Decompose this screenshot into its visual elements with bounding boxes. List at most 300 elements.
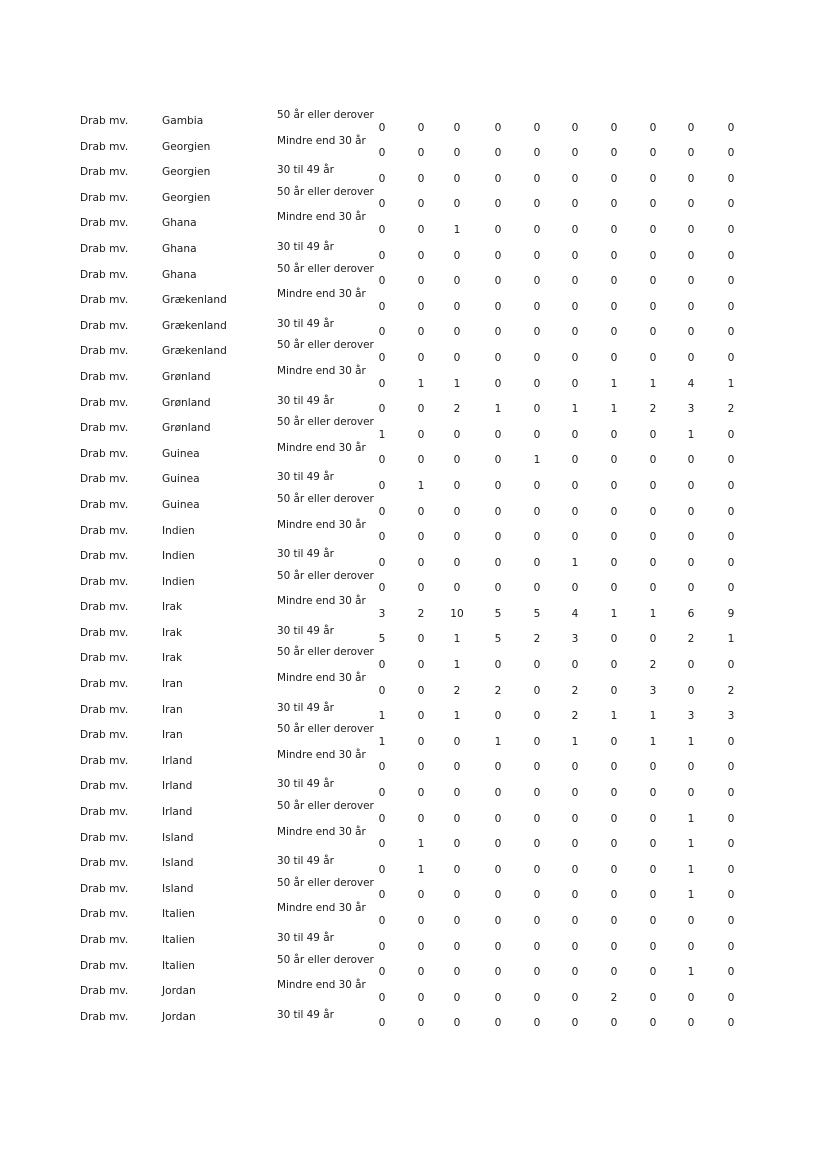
- value-cell: 0: [533, 377, 541, 390]
- table-row: [0, 953, 828, 979]
- value-cell: 0: [649, 761, 657, 774]
- crime-category-cell: Drab mv.: [80, 831, 129, 844]
- value-cell: 1: [378, 735, 386, 748]
- value-cell: 0: [417, 991, 425, 1004]
- value-cell: 0: [727, 249, 735, 262]
- age-group-cell: Mindre end 30 år: [277, 672, 366, 685]
- value-cell: 0: [687, 582, 695, 595]
- crime-category-cell: Drab mv.: [80, 703, 129, 716]
- value-cell: 0: [571, 659, 579, 672]
- value-cell: 0: [533, 787, 541, 800]
- value-cell: 0: [649, 787, 657, 800]
- country-cell: Guinea: [162, 473, 200, 486]
- value-cell: 0: [533, 556, 541, 569]
- value-cell: 0: [727, 991, 735, 1004]
- value-cell: 0: [453, 991, 461, 1004]
- crime-category-cell: Drab mv.: [80, 934, 129, 946]
- age-group-cell: Mindre end 30 år: [277, 518, 366, 531]
- value-cell: 0: [453, 761, 461, 774]
- value-cell: 0: [494, 326, 502, 339]
- country-cell: Grækenland: [162, 294, 227, 307]
- value-cell: 0: [649, 223, 657, 236]
- country-cell: Indien: [162, 550, 195, 563]
- value-cell: 0: [727, 556, 735, 569]
- value-cell: 0: [494, 1017, 502, 1030]
- value-cell: 0: [610, 223, 618, 236]
- table-row: [0, 927, 828, 953]
- value-cell: 0: [494, 479, 502, 492]
- value-cell: 0: [649, 940, 657, 953]
- value-cell: 1: [453, 223, 461, 236]
- value-cell: 0: [649, 812, 657, 825]
- value-cell: 0: [727, 761, 735, 774]
- table-row: [0, 671, 828, 697]
- value-cell: 0: [417, 812, 425, 825]
- value-cell: 0: [649, 428, 657, 441]
- table-row: [0, 876, 828, 902]
- age-group-cell: 30 til 49 år: [277, 548, 334, 561]
- value-cell: 0: [417, 300, 425, 313]
- value-cell: 0: [417, 556, 425, 569]
- table-row: [0, 518, 828, 544]
- value-cell: 0: [727, 479, 735, 492]
- value-cell: 0: [649, 198, 657, 211]
- value-cell: 0: [727, 940, 735, 953]
- value-cell: 0: [453, 863, 461, 876]
- value-cell: 0: [417, 531, 425, 544]
- value-cell: 0: [687, 684, 695, 697]
- country-cell: Italien: [162, 908, 195, 921]
- value-cell: 0: [494, 863, 502, 876]
- value-cell: 0: [649, 863, 657, 876]
- table-row: [0, 825, 828, 851]
- value-cell: 0: [687, 223, 695, 236]
- value-cell: 0: [727, 147, 735, 160]
- age-group-cell: 30 til 49 år: [277, 932, 334, 944]
- value-cell: 0: [649, 249, 657, 262]
- value-cell: 0: [727, 915, 735, 927]
- table-row: [0, 390, 828, 416]
- value-cell: 1: [687, 889, 695, 902]
- value-cell: 0: [687, 198, 695, 211]
- value-cell: 0: [453, 454, 461, 467]
- value-cell: 0: [533, 761, 541, 774]
- value-cell: 0: [378, 223, 386, 236]
- value-cell: 0: [494, 275, 502, 288]
- table-row: [0, 159, 828, 185]
- table-row: [0, 313, 828, 339]
- value-cell: 0: [687, 172, 695, 185]
- country-cell: Irland: [162, 754, 193, 767]
- value-cell: 0: [687, 505, 695, 518]
- value-cell: 3: [571, 633, 579, 646]
- value-cell: 0: [417, 787, 425, 800]
- value-cell: 0: [687, 531, 695, 544]
- value-cell: 0: [649, 147, 657, 160]
- age-group-cell: 30 til 49 år: [277, 164, 334, 177]
- value-cell: 0: [571, 505, 579, 518]
- age-group-cell: 30 til 49 år: [277, 701, 334, 714]
- value-cell: 0: [417, 172, 425, 185]
- age-group-cell: 50 år eller derover: [277, 646, 374, 659]
- value-cell: 0: [378, 684, 386, 697]
- value-cell: 5: [494, 633, 502, 646]
- value-cell: 0: [494, 787, 502, 800]
- value-cell: 0: [571, 940, 579, 953]
- table-row: [0, 773, 828, 799]
- value-cell: 0: [727, 326, 735, 339]
- country-cell: Iran: [162, 678, 183, 691]
- crime-category-cell: Drab mv.: [80, 524, 129, 537]
- value-cell: 2: [453, 403, 461, 416]
- value-cell: 1: [417, 838, 425, 851]
- value-cell: 0: [727, 787, 735, 800]
- value-cell: 0: [417, 582, 425, 595]
- value-cell: 0: [727, 121, 735, 134]
- value-cell: 0: [687, 940, 695, 953]
- value-cell: 3: [727, 710, 735, 723]
- value-cell: 0: [378, 1017, 386, 1030]
- value-cell: 0: [533, 403, 541, 416]
- value-cell: 0: [494, 454, 502, 467]
- value-cell: 0: [610, 684, 618, 697]
- value-cell: 0: [533, 838, 541, 851]
- value-cell: 0: [727, 582, 735, 595]
- value-cell: 3: [687, 710, 695, 723]
- table-row: [0, 466, 828, 492]
- value-cell: 2: [417, 607, 425, 620]
- value-cell: 0: [378, 761, 386, 774]
- value-cell: 0: [533, 863, 541, 876]
- crime-category-cell: Drab mv.: [80, 268, 129, 281]
- value-cell: 0: [571, 889, 579, 902]
- value-cell: 0: [378, 991, 386, 1004]
- value-cell: 0: [649, 300, 657, 313]
- value-cell: 0: [494, 505, 502, 518]
- value-cell: 0: [533, 479, 541, 492]
- value-cell: 0: [453, 300, 461, 313]
- crime-category-cell: Drab mv.: [80, 294, 129, 307]
- value-cell: 0: [727, 428, 735, 441]
- value-cell: 2: [649, 403, 657, 416]
- value-cell: 0: [687, 249, 695, 262]
- value-cell: 1: [453, 710, 461, 723]
- crime-category-cell: Drab mv.: [80, 217, 129, 230]
- value-cell: 1: [378, 710, 386, 723]
- age-group-cell: 30 til 49 år: [277, 471, 334, 484]
- value-cell: 0: [571, 812, 579, 825]
- value-cell: 0: [417, 249, 425, 262]
- value-cell: 0: [533, 889, 541, 902]
- value-cell: 0: [571, 915, 579, 927]
- table-row: [0, 287, 828, 313]
- value-cell: 2: [727, 403, 735, 416]
- value-cell: 0: [417, 326, 425, 339]
- value-cell: 0: [494, 966, 502, 979]
- value-cell: 0: [378, 863, 386, 876]
- value-cell: 0: [533, 198, 541, 211]
- value-cell: 0: [378, 275, 386, 288]
- value-cell: 0: [649, 633, 657, 646]
- value-cell: 0: [649, 479, 657, 492]
- value-cell: 0: [571, 377, 579, 390]
- value-cell: 0: [571, 863, 579, 876]
- age-group-cell: 30 til 49 år: [277, 317, 334, 330]
- value-cell: 0: [687, 300, 695, 313]
- table-row: [0, 799, 828, 825]
- age-group-cell: Mindre end 30 år: [277, 979, 366, 992]
- table-row: [0, 697, 828, 723]
- value-cell: 0: [378, 377, 386, 390]
- country-cell: Georgien: [162, 166, 211, 179]
- value-cell: 0: [610, 172, 618, 185]
- value-cell: 0: [533, 172, 541, 185]
- value-cell: 0: [610, 966, 618, 979]
- value-cell: 0: [571, 326, 579, 339]
- age-group-cell: 30 til 49 år: [277, 1008, 334, 1021]
- value-cell: 3: [649, 684, 657, 697]
- value-cell: 0: [378, 121, 386, 134]
- age-group-cell: 50 år eller derover: [277, 569, 374, 582]
- table-row: [0, 1004, 828, 1030]
- value-cell: 0: [727, 223, 735, 236]
- table-row: [0, 134, 828, 160]
- table-row: [0, 569, 828, 595]
- value-cell: 0: [494, 121, 502, 134]
- value-cell: 0: [417, 1017, 425, 1030]
- crime-category-cell: Drab mv.: [80, 191, 129, 204]
- table-row: [0, 901, 828, 927]
- value-cell: 0: [417, 223, 425, 236]
- value-cell: 0: [610, 633, 618, 646]
- table-row: [0, 594, 828, 620]
- value-cell: 0: [687, 659, 695, 672]
- crime-category-cell: Drab mv.: [80, 1010, 129, 1023]
- table-row: [0, 492, 828, 518]
- value-cell: 0: [649, 326, 657, 339]
- crime-category-cell: Drab mv.: [80, 626, 129, 639]
- value-cell: 0: [727, 275, 735, 288]
- value-cell: 0: [378, 659, 386, 672]
- country-cell: Italien: [162, 934, 195, 946]
- crime-category-cell: Drab mv.: [80, 550, 129, 563]
- value-cell: 0: [494, 172, 502, 185]
- age-group-cell: Mindre end 30 år: [277, 825, 366, 838]
- value-cell: 0: [727, 351, 735, 364]
- value-cell: 0: [378, 889, 386, 902]
- value-cell: 0: [453, 556, 461, 569]
- value-cell: 0: [687, 556, 695, 569]
- value-cell: 0: [610, 479, 618, 492]
- crime-category-cell: Drab mv.: [80, 447, 129, 460]
- value-cell: 0: [453, 966, 461, 979]
- crime-category-cell: Drab mv.: [80, 319, 129, 332]
- country-cell: Ghana: [162, 217, 197, 230]
- crime-category-cell: Drab mv.: [80, 806, 129, 819]
- value-cell: 0: [727, 863, 735, 876]
- value-cell: 0: [533, 223, 541, 236]
- country-cell: Grønland: [162, 422, 211, 435]
- country-cell: Gambia: [162, 115, 204, 127]
- value-cell: 0: [727, 1017, 735, 1030]
- value-cell: 0: [417, 198, 425, 211]
- value-cell: 2: [727, 684, 735, 697]
- value-cell: 0: [417, 915, 425, 927]
- value-cell: 9: [727, 607, 735, 620]
- value-cell: 0: [453, 838, 461, 851]
- crime-category-cell: Drab mv.: [80, 652, 129, 665]
- value-cell: 0: [610, 147, 618, 160]
- value-cell: 0: [533, 659, 541, 672]
- country-cell: Ghana: [162, 268, 197, 281]
- value-cell: 1: [610, 377, 618, 390]
- crime-category-cell: Drab mv.: [80, 575, 129, 588]
- value-cell: 0: [687, 991, 695, 1004]
- value-cell: 0: [610, 326, 618, 339]
- crime-category-cell: Drab mv.: [80, 678, 129, 691]
- age-group-cell: Mindre end 30 år: [277, 134, 366, 147]
- value-cell: 2: [610, 991, 618, 1004]
- value-cell: 0: [687, 275, 695, 288]
- value-cell: 0: [610, 915, 618, 927]
- age-group-cell: 30 til 49 år: [277, 624, 334, 637]
- value-cell: 2: [494, 684, 502, 697]
- value-cell: 0: [378, 300, 386, 313]
- value-cell: 0: [417, 275, 425, 288]
- country-cell: Irak: [162, 601, 183, 614]
- value-cell: 0: [378, 326, 386, 339]
- crime-category-cell: Drab mv.: [80, 166, 129, 179]
- value-cell: 0: [571, 147, 579, 160]
- value-cell: 1: [453, 377, 461, 390]
- value-cell: 0: [571, 275, 579, 288]
- value-cell: 1: [687, 735, 695, 748]
- country-cell: Jordan: [162, 1010, 196, 1023]
- country-cell: Iran: [162, 729, 183, 742]
- value-cell: 0: [453, 275, 461, 288]
- value-cell: 0: [453, 198, 461, 211]
- value-cell: 0: [533, 710, 541, 723]
- country-cell: Grækenland: [162, 319, 227, 332]
- country-cell: Irland: [162, 806, 193, 819]
- value-cell: 1: [687, 838, 695, 851]
- value-cell: 0: [533, 991, 541, 1004]
- country-cell: Guinea: [162, 447, 200, 460]
- crime-category-cell: Drab mv.: [80, 882, 129, 895]
- value-cell: 0: [378, 172, 386, 185]
- value-cell: 0: [417, 454, 425, 467]
- value-cell: 1: [417, 377, 425, 390]
- value-cell: 0: [417, 147, 425, 160]
- age-group-cell: 50 år eller derover: [277, 339, 374, 352]
- value-cell: 0: [610, 531, 618, 544]
- value-cell: 0: [494, 351, 502, 364]
- value-cell: 1: [571, 556, 579, 569]
- value-cell: 0: [571, 249, 579, 262]
- value-cell: 1: [610, 607, 618, 620]
- crime-category-cell: Drab mv.: [80, 857, 129, 870]
- value-cell: 0: [533, 275, 541, 288]
- value-cell: 0: [610, 812, 618, 825]
- table-row: [0, 338, 828, 364]
- value-cell: 0: [727, 966, 735, 979]
- value-cell: 0: [453, 172, 461, 185]
- value-cell: 4: [687, 377, 695, 390]
- value-cell: 0: [453, 505, 461, 518]
- value-cell: 0: [610, 787, 618, 800]
- crime-category-cell: Drab mv.: [80, 473, 129, 486]
- table-row: [0, 108, 828, 134]
- table-row: [0, 262, 828, 288]
- age-group-cell: 50 år eller derover: [277, 953, 374, 966]
- value-cell: 1: [571, 403, 579, 416]
- value-cell: 0: [494, 300, 502, 313]
- value-cell: 0: [533, 582, 541, 595]
- value-cell: 0: [378, 249, 386, 262]
- table-row: [0, 645, 828, 671]
- value-cell: 3: [378, 607, 386, 620]
- value-cell: 0: [378, 556, 386, 569]
- age-group-cell: Mindre end 30 år: [277, 211, 366, 224]
- value-cell: 0: [533, 249, 541, 262]
- value-cell: 0: [649, 582, 657, 595]
- value-cell: 0: [687, 479, 695, 492]
- value-cell: 0: [727, 198, 735, 211]
- value-cell: 0: [571, 761, 579, 774]
- value-cell: 0: [687, 326, 695, 339]
- value-cell: 1: [417, 863, 425, 876]
- age-group-cell: 50 år eller derover: [277, 876, 374, 889]
- value-cell: 0: [417, 403, 425, 416]
- age-group-cell: Mindre end 30 år: [277, 441, 366, 454]
- value-cell: 0: [494, 377, 502, 390]
- value-cell: 0: [494, 812, 502, 825]
- value-cell: 0: [494, 761, 502, 774]
- value-cell: 6: [687, 607, 695, 620]
- value-cell: 0: [378, 940, 386, 953]
- value-cell: 0: [649, 275, 657, 288]
- value-cell: 0: [494, 531, 502, 544]
- value-cell: 0: [494, 582, 502, 595]
- value-cell: 0: [453, 531, 461, 544]
- value-cell: 0: [494, 223, 502, 236]
- value-cell: 0: [687, 787, 695, 800]
- value-cell: 1: [494, 735, 502, 748]
- table-row: [0, 850, 828, 876]
- value-cell: 0: [533, 1017, 541, 1030]
- value-cell: 0: [571, 428, 579, 441]
- crime-category-cell: Drab mv.: [80, 729, 129, 742]
- crime-category-cell: Drab mv.: [80, 780, 129, 793]
- value-cell: 0: [533, 121, 541, 134]
- value-cell: 0: [417, 684, 425, 697]
- value-cell: 0: [571, 121, 579, 134]
- crime-category-cell: Drab mv.: [80, 959, 129, 972]
- value-cell: 0: [610, 863, 618, 876]
- crime-category-cell: Drab mv.: [80, 345, 129, 358]
- value-cell: 1: [610, 403, 618, 416]
- value-cell: 0: [571, 198, 579, 211]
- value-cell: 0: [417, 633, 425, 646]
- table-row: [0, 978, 828, 1004]
- value-cell: 0: [610, 198, 618, 211]
- country-cell: Guinea: [162, 498, 200, 511]
- value-cell: 0: [687, 147, 695, 160]
- value-cell: 0: [649, 915, 657, 927]
- value-cell: 0: [571, 479, 579, 492]
- value-cell: 0: [494, 198, 502, 211]
- table-row: [0, 415, 828, 441]
